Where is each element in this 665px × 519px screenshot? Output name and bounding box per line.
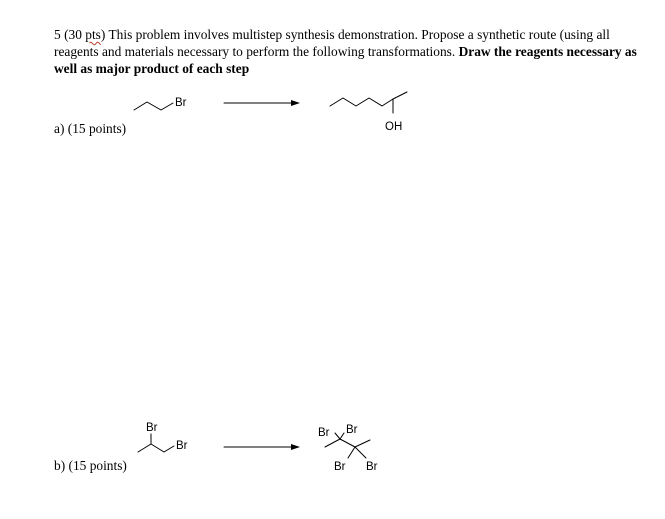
- part-a-arrowhead: [291, 100, 300, 106]
- part-a-product-chain: [330, 92, 407, 106]
- part-b-reactant-br-2: Br: [176, 440, 188, 452]
- part-b-product-br-bond-1: [335, 433, 340, 439]
- part-b-product-br-4: Br: [366, 461, 378, 473]
- points-prefix: (30: [64, 27, 86, 42]
- part-b-product-chain: [325, 439, 370, 447]
- part-b-product-br-2: Br: [346, 424, 358, 436]
- bold-instruction: Draw the reagents necessary as well as major product of each step: [54, 44, 637, 76]
- part-b-product-br-bond-3: [348, 447, 355, 458]
- part-a-label: a) (15 points): [54, 121, 127, 136]
- part-b-product-br-3: Br: [334, 461, 346, 473]
- points-suffix: ): [100, 27, 106, 42]
- problem-prompt: This problem involves multistep synthesis demonstration. Propose a synthetic route (using all reagents and materials necessary to perform the following transformations.: [54, 27, 610, 59]
- part-b-product-br-bond-2: [340, 433, 344, 439]
- part-a-reactant-chain: [134, 102, 173, 110]
- part-b-label: b) (15 points): [54, 458, 127, 473]
- problem-number: 5: [54, 27, 61, 42]
- part-b-product-br-1: Br: [318, 427, 330, 439]
- points-word: pts: [85, 27, 101, 42]
- part-a-product-oh: OH: [385, 121, 403, 133]
- part-a-reactant-br: Br: [175, 97, 187, 109]
- part-b-reactant-br-1: Br: [146, 422, 158, 434]
- part-b-reactant-chain: [138, 444, 174, 452]
- part-b-product-br-bond-4: [355, 447, 366, 458]
- part-b-arrowhead: [291, 444, 300, 450]
